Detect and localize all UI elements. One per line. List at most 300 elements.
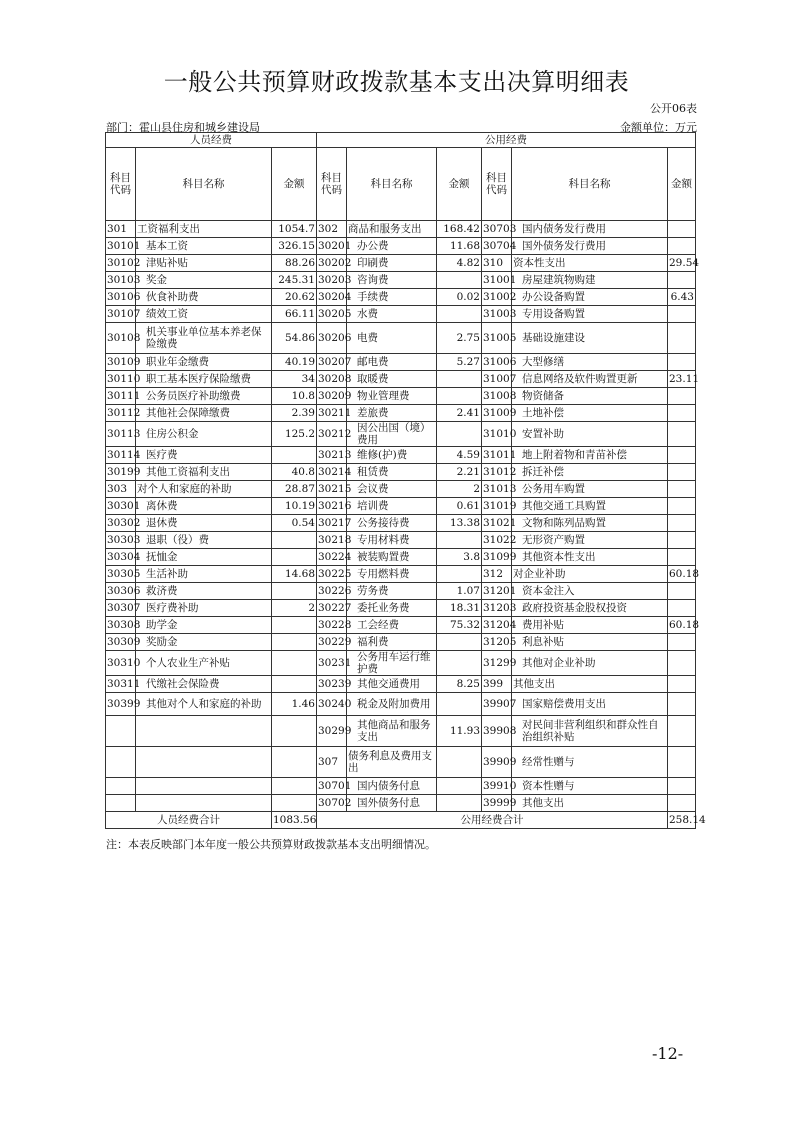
- cell-name: 办公费: [347, 238, 437, 255]
- cell-code: 30225: [317, 566, 347, 583]
- cell-amount: 2.75: [437, 323, 482, 354]
- cell-code: 31019: [482, 498, 512, 515]
- cell-name: 其他支出: [512, 795, 668, 812]
- group-header-public: 公用经费: [317, 133, 696, 148]
- cell-code: 30299: [317, 716, 347, 747]
- cell-name: 绩效工资: [136, 306, 272, 323]
- cell-name: 资本金注入: [512, 583, 668, 600]
- cell-name: 房屋建筑物购建: [512, 272, 668, 289]
- cell-name: 离休费: [136, 498, 272, 515]
- department-label: 部门：霍山县住房和城乡建设局: [106, 121, 260, 134]
- cell-code: 30114: [106, 447, 136, 464]
- cell-name: 公务员医疗补助缴费: [136, 388, 272, 405]
- cell-amount: 2.21: [437, 464, 482, 481]
- cell-amount: [668, 532, 696, 549]
- cell-name: 债务利息及费用支出: [347, 747, 437, 778]
- cell-name: 代缴社会保险费: [136, 676, 272, 693]
- cell-name: 被装购置费: [347, 549, 437, 566]
- cell-amount: [668, 583, 696, 600]
- cell-code: 30205: [317, 306, 347, 323]
- cell-amount: 11.68: [437, 238, 482, 255]
- cell-code: 30304: [106, 549, 136, 566]
- cell-name: 租赁费: [347, 464, 437, 481]
- personnel-total-value: 1083.56: [272, 812, 317, 829]
- table-row: [106, 238, 696, 255]
- cell-amount: [668, 422, 696, 447]
- cell-name: 公务用车购置: [512, 481, 668, 498]
- cell-code: 39909: [482, 747, 512, 778]
- cell-code: 30204: [317, 289, 347, 306]
- cell-amount: 4.59: [437, 447, 482, 464]
- cell-amount: 60.18: [668, 566, 696, 583]
- cell-name: 费用补贴: [512, 617, 668, 634]
- page-title: 一般公共预算财政拨款基本支出决算明细表: [163, 68, 630, 96]
- cell-amount: [437, 306, 482, 323]
- cell-name: 医疗费: [136, 447, 272, 464]
- cell-code: 30703: [482, 221, 512, 238]
- cell-amount: [272, 617, 317, 634]
- cell-amount: 14.68: [272, 566, 317, 583]
- cell-name: 津贴补贴: [136, 255, 272, 272]
- table-row: [106, 566, 696, 583]
- cell-code: 30229: [317, 634, 347, 651]
- cell-amount: [272, 676, 317, 693]
- cell-code: 30112: [106, 405, 136, 422]
- cell-name: 政府投资基金股权投资: [512, 600, 668, 617]
- cell-code: 30231: [317, 651, 347, 676]
- cell-amount: [668, 238, 696, 255]
- cell-name: 住房公积金: [136, 422, 272, 447]
- cell-amount: 10.19: [272, 498, 317, 515]
- cell-amount: [272, 778, 317, 795]
- cell-code: 30111: [106, 388, 136, 405]
- cell-name: 其他社会保障缴费: [136, 405, 272, 422]
- cell-name: 咨询费: [347, 272, 437, 289]
- cell-amount: [668, 747, 696, 778]
- cell-code: 30311: [106, 676, 136, 693]
- cell-name: 机关事业单位基本养老保险缴费: [136, 323, 272, 354]
- cell-code: 30213: [317, 447, 347, 464]
- cell-name: [136, 795, 272, 812]
- cell-amount: [437, 747, 482, 778]
- cell-name: 专用材料费: [347, 532, 437, 549]
- cell-name: 医疗费补助: [136, 600, 272, 617]
- cell-code: [106, 795, 136, 812]
- cell-amount: 28.87: [272, 481, 317, 498]
- table-row: [106, 676, 696, 693]
- cell-code: 30106: [106, 289, 136, 306]
- cell-code: 307: [317, 747, 347, 778]
- cell-code: 30399: [106, 693, 136, 716]
- cell-name: 国家赔偿费用支出: [512, 693, 668, 716]
- cell-name: 公务接待费: [347, 515, 437, 532]
- cell-code: 30306: [106, 583, 136, 600]
- cell-amount: [668, 716, 696, 747]
- cell-code: 30206: [317, 323, 347, 354]
- cell-code: 31008: [482, 388, 512, 405]
- cell-code: 30218: [317, 532, 347, 549]
- cell-amount: [668, 354, 696, 371]
- cell-amount: [272, 716, 317, 747]
- table-row: [106, 600, 696, 617]
- table-row: [106, 617, 696, 634]
- cell-name: [136, 716, 272, 747]
- header-name: 科目名称: [512, 148, 668, 221]
- cell-amount: [668, 323, 696, 354]
- cell-code: 31006: [482, 354, 512, 371]
- cell-name: 税金及附加费用: [347, 693, 437, 716]
- cell-amount: 29.54: [668, 255, 696, 272]
- cell-name: 工资福利支出: [136, 221, 272, 238]
- cell-amount: 10.8: [272, 388, 317, 405]
- cell-name: 大型修缮: [512, 354, 668, 371]
- cell-code: 31003: [482, 306, 512, 323]
- table-row: [106, 651, 696, 676]
- cell-name: 其他交通工具购置: [512, 498, 668, 515]
- cell-amount: 326.15: [272, 238, 317, 255]
- cell-name: 伙食补助费: [136, 289, 272, 306]
- cell-code: 30309: [106, 634, 136, 651]
- cell-code: 39910: [482, 778, 512, 795]
- cell-amount: [437, 634, 482, 651]
- header-amount: 金额: [272, 148, 317, 221]
- cell-amount: [272, 747, 317, 778]
- cell-code: 30303: [106, 532, 136, 549]
- cell-amount: [668, 693, 696, 716]
- cell-name: 手续费: [347, 289, 437, 306]
- table-row: [106, 323, 696, 354]
- cell-code: 30109: [106, 354, 136, 371]
- cell-code: 30308: [106, 617, 136, 634]
- cell-code: 30224: [317, 549, 347, 566]
- cell-amount: [272, 583, 317, 600]
- table-row: [106, 747, 696, 778]
- cell-name: 奖励金: [136, 634, 272, 651]
- table-row: [106, 371, 696, 388]
- header-name: 科目名称: [136, 148, 272, 221]
- cell-name: 奖金: [136, 272, 272, 289]
- cell-amount: [668, 272, 696, 289]
- cell-amount: [668, 221, 696, 238]
- cell-code: 30305: [106, 566, 136, 583]
- cell-amount: [437, 566, 482, 583]
- cell-amount: [668, 515, 696, 532]
- cell-code: 31299: [482, 651, 512, 676]
- cell-code: 302: [317, 221, 347, 238]
- cell-amount: 168.42: [437, 221, 482, 238]
- cell-amount: 20.62: [272, 289, 317, 306]
- table-row: [106, 405, 696, 422]
- cell-code: 30239: [317, 676, 347, 693]
- cell-code: 301: [106, 221, 136, 238]
- cell-amount: 2: [272, 600, 317, 617]
- cell-code: 30113: [106, 422, 136, 447]
- cell-code: 30217: [317, 515, 347, 532]
- table-row: [106, 549, 696, 566]
- table-row: [106, 306, 696, 323]
- cell-name: 工会经费: [347, 617, 437, 634]
- cell-amount: [668, 634, 696, 651]
- cell-amount: 23.11: [668, 371, 696, 388]
- cell-name: 土地补偿: [512, 405, 668, 422]
- cell-amount: 11.93: [437, 716, 482, 747]
- cell-amount: [437, 651, 482, 676]
- cell-code: 30208: [317, 371, 347, 388]
- cell-code: 30110: [106, 371, 136, 388]
- cell-name: 文物和陈列品购置: [512, 515, 668, 532]
- cell-amount: [668, 676, 696, 693]
- cell-code: 30704: [482, 238, 512, 255]
- cell-name: 其他资本性支出: [512, 549, 668, 566]
- cell-name: 其他对企业补助: [512, 651, 668, 676]
- header-code: 科目代码: [106, 148, 136, 221]
- public-total-label: 公用经费合计: [317, 812, 668, 829]
- cell-name: 其他交通费用: [347, 676, 437, 693]
- table-row: [106, 532, 696, 549]
- table-row: [106, 221, 696, 238]
- cell-code: 31203: [482, 600, 512, 617]
- cell-name: 福利费: [347, 634, 437, 651]
- cell-amount: 75.32: [437, 617, 482, 634]
- table-row: [106, 388, 696, 405]
- cell-name: [136, 778, 272, 795]
- cell-code: 30203: [317, 272, 347, 289]
- table-row: [106, 583, 696, 600]
- cell-code: 30301: [106, 498, 136, 515]
- cell-amount: [437, 371, 482, 388]
- cell-name: 无形资产购置: [512, 532, 668, 549]
- cell-name: 职工基本医疗保险缴费: [136, 371, 272, 388]
- header-code: 科目代码: [482, 148, 512, 221]
- cell-code: 31204: [482, 617, 512, 634]
- cell-code: 30201: [317, 238, 347, 255]
- cell-code: 30101: [106, 238, 136, 255]
- cell-amount: [272, 549, 317, 566]
- cell-name: 专用燃料费: [347, 566, 437, 583]
- cell-amount: [272, 447, 317, 464]
- table-row: [106, 272, 696, 289]
- table-row: [106, 354, 696, 371]
- cell-code: [106, 716, 136, 747]
- cell-name: 物业管理费: [347, 388, 437, 405]
- cell-name: 国内债务付息: [347, 778, 437, 795]
- cell-name: 印刷费: [347, 255, 437, 272]
- cell-name: 其他工资福利支出: [136, 464, 272, 481]
- cell-name: 差旅费: [347, 405, 437, 422]
- cell-code: 399: [482, 676, 512, 693]
- cell-code: 30209: [317, 388, 347, 405]
- cell-name: 资本性支出: [512, 255, 668, 272]
- cell-name: 信息网络及软件购置更新: [512, 371, 668, 388]
- cell-amount: 0.02: [437, 289, 482, 306]
- cell-amount: [437, 778, 482, 795]
- cell-code: 30212: [317, 422, 347, 447]
- cell-name: 抚恤金: [136, 549, 272, 566]
- cell-code: 31013: [482, 481, 512, 498]
- cell-amount: [668, 795, 696, 812]
- personnel-total-label: 人员经费合计: [106, 812, 272, 829]
- expenditure-table: [105, 132, 706, 829]
- cell-code: [106, 747, 136, 778]
- cell-amount: 6.43: [668, 289, 696, 306]
- cell-name: 职业年金缴费: [136, 354, 272, 371]
- cell-amount: [272, 795, 317, 812]
- table-row: [106, 464, 696, 481]
- cell-amount: 40.8: [272, 464, 317, 481]
- cell-amount: [668, 651, 696, 676]
- cell-amount: 125.2: [272, 422, 317, 447]
- cell-code: 30102: [106, 255, 136, 272]
- form-number: 公开06表: [650, 102, 697, 115]
- cell-amount: [668, 778, 696, 795]
- cell-code: 31007: [482, 371, 512, 388]
- cell-amount: [668, 549, 696, 566]
- cell-code: 30702: [317, 795, 347, 812]
- cell-name: 劳务费: [347, 583, 437, 600]
- cell-code: 31099: [482, 549, 512, 566]
- cell-name: 经常性赠与: [512, 747, 668, 778]
- table-row: [106, 422, 696, 447]
- cell-code: 30228: [317, 617, 347, 634]
- cell-name: 维修(护)费: [347, 447, 437, 464]
- header-code: 科目代码: [317, 148, 347, 221]
- cell-amount: [272, 651, 317, 676]
- table-row: [106, 693, 696, 716]
- table-row: [106, 447, 696, 464]
- cell-name: 拆迁补偿: [512, 464, 668, 481]
- cell-amount: 3.8: [437, 549, 482, 566]
- header-name: 科目名称: [347, 148, 437, 221]
- group-header-personnel: 人员经费: [106, 133, 317, 148]
- cell-name: 会议费: [347, 481, 437, 498]
- cell-name: 因公出国（境）费用: [347, 422, 437, 447]
- cell-amount: [668, 306, 696, 323]
- cell-amount: [437, 422, 482, 447]
- cell-amount: 54.86: [272, 323, 317, 354]
- cell-code: 30302: [106, 515, 136, 532]
- cell-name: 其他支出: [512, 676, 668, 693]
- table-row: [106, 289, 696, 306]
- cell-amount: 8.25: [437, 676, 482, 693]
- cell-code: 31001: [482, 272, 512, 289]
- cell-amount: 2.41: [437, 405, 482, 422]
- cell-code: 30108: [106, 323, 136, 354]
- cell-amount: [668, 464, 696, 481]
- footnote: 注：本表反映部门本年度一般公共预算财政拨款基本支出明细情况。: [106, 838, 436, 851]
- cell-amount: 0.54: [272, 515, 317, 532]
- cell-name: 退休费: [136, 515, 272, 532]
- cell-code: 303: [106, 481, 136, 498]
- cell-amount: [668, 498, 696, 515]
- cell-name: 基本工资: [136, 238, 272, 255]
- cell-amount: 66.11: [272, 306, 317, 323]
- cell-amount: [437, 388, 482, 405]
- cell-name: [136, 747, 272, 778]
- cell-code: 30227: [317, 600, 347, 617]
- cell-amount: 1.46: [272, 693, 317, 716]
- cell-code: 30226: [317, 583, 347, 600]
- cell-name: 国内债务发行费用: [512, 221, 668, 238]
- cell-amount: [668, 405, 696, 422]
- table-row: [106, 481, 696, 498]
- cell-code: 39908: [482, 716, 512, 747]
- cell-amount: 60.18: [668, 617, 696, 634]
- cell-amount: 4.82: [437, 255, 482, 272]
- cell-code: 312: [482, 566, 512, 583]
- table-row: [106, 716, 696, 747]
- cell-name: 物资储备: [512, 388, 668, 405]
- cell-name: 水费: [347, 306, 437, 323]
- cell-name: 国外债务发行费用: [512, 238, 668, 255]
- cell-name: 退职（役）费: [136, 532, 272, 549]
- cell-code: 31022: [482, 532, 512, 549]
- header-amount: 金额: [437, 148, 482, 221]
- cell-code: 30202: [317, 255, 347, 272]
- cell-name: 其他对个人和家庭的补助: [136, 693, 272, 716]
- cell-code: 31010: [482, 422, 512, 447]
- cell-name: 其他商品和服务支出: [347, 716, 437, 747]
- cell-code: 31002: [482, 289, 512, 306]
- cell-code: [106, 778, 136, 795]
- cell-code: 31012: [482, 464, 512, 481]
- cell-code: 31205: [482, 634, 512, 651]
- public-total-value: 258.14: [668, 812, 696, 829]
- cell-amount: 2: [437, 481, 482, 498]
- cell-name: 利息补贴: [512, 634, 668, 651]
- cell-code: 31201: [482, 583, 512, 600]
- cell-name: 救济费: [136, 583, 272, 600]
- cell-name: 对企业补助: [512, 566, 668, 583]
- cell-amount: [668, 481, 696, 498]
- cell-amount: [272, 532, 317, 549]
- cell-code: 30215: [317, 481, 347, 498]
- cell-amount: 1.07: [437, 583, 482, 600]
- cell-name: 资本性赠与: [512, 778, 668, 795]
- cell-code: 310: [482, 255, 512, 272]
- cell-name: 地上附着物和青苗补偿: [512, 447, 668, 464]
- cell-amount: [668, 600, 696, 617]
- cell-code: 30107: [106, 306, 136, 323]
- cell-name: 培训费: [347, 498, 437, 515]
- cell-name: 电费: [347, 323, 437, 354]
- cell-name: 对个人和家庭的补助: [136, 481, 272, 498]
- cell-name: 邮电费: [347, 354, 437, 371]
- cell-amount: [437, 532, 482, 549]
- header-amount: 金额: [668, 148, 696, 221]
- table-row: [106, 255, 696, 272]
- cell-code: 30207: [317, 354, 347, 371]
- cell-code: 39907: [482, 693, 512, 716]
- cell-code: 30103: [106, 272, 136, 289]
- cell-code: 31021: [482, 515, 512, 532]
- table-row: [106, 795, 696, 812]
- cell-amount: [437, 272, 482, 289]
- cell-amount: [668, 447, 696, 464]
- cell-name: 生活补助: [136, 566, 272, 583]
- cell-amount: 40.19: [272, 354, 317, 371]
- cell-amount: 13.38: [437, 515, 482, 532]
- cell-name: 个人农业生产补贴: [136, 651, 272, 676]
- cell-amount: 34: [272, 371, 317, 388]
- cell-code: 31011: [482, 447, 512, 464]
- cell-amount: 18.31: [437, 600, 482, 617]
- cell-code: 31005: [482, 323, 512, 354]
- cell-name: 专用设备购置: [512, 306, 668, 323]
- table-row: [106, 515, 696, 532]
- cell-code: 31009: [482, 405, 512, 422]
- cell-code: 30211: [317, 405, 347, 422]
- cell-name: 公务用车运行维护费: [347, 651, 437, 676]
